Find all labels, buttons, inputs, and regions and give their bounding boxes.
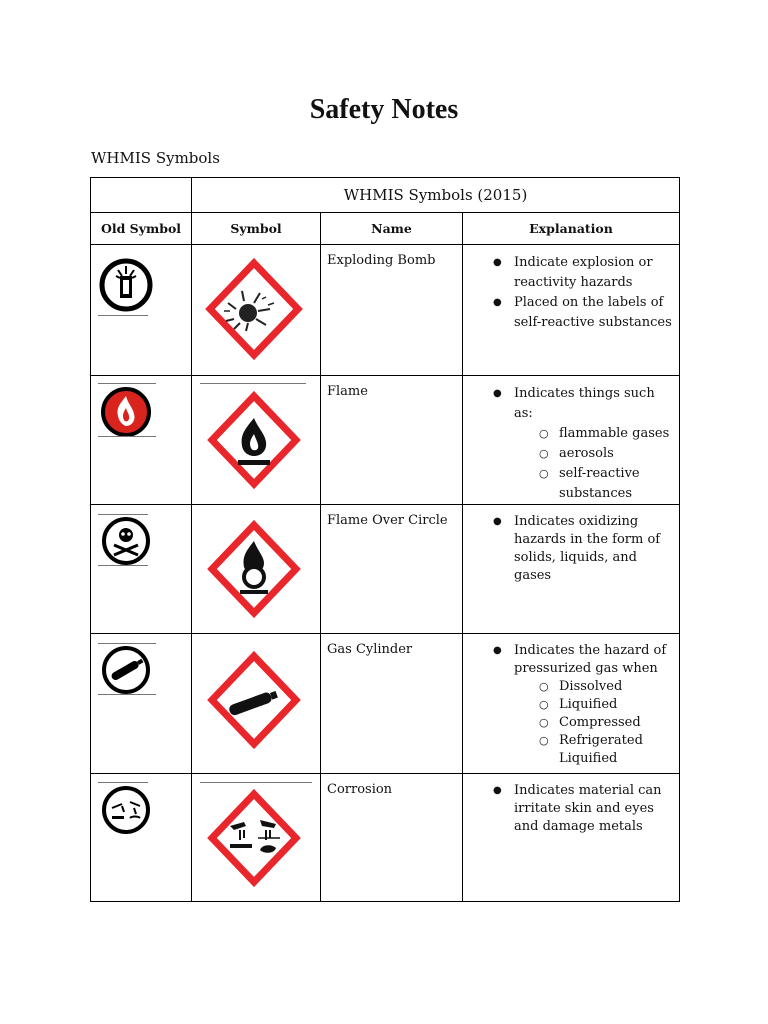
corrosion-icon [200, 786, 308, 894]
explanation-cell [463, 634, 680, 774]
column-header-name: Name [321, 213, 463, 245]
sub-bullet-item: ○ Dissolved [469, 678, 675, 696]
old-symbol-cell [91, 634, 192, 774]
bullet-item: ● Indicates material can irritate skin and eyes and damage metals [469, 782, 675, 836]
old-symbol-cell [91, 376, 192, 505]
old-poison-icon [98, 515, 158, 567]
hazard-name: Corrosion [327, 782, 393, 797]
exploding-bomb-icon [200, 253, 308, 365]
explanation-cell [463, 245, 680, 376]
old-flammable-icon [98, 386, 158, 438]
column-header-symbol: Symbol [192, 213, 321, 245]
old-reactive-icon [98, 256, 158, 312]
sub-bullet-item: ○ Compressed [469, 714, 675, 732]
name-cell [321, 245, 463, 376]
explanation-cell [463, 376, 680, 505]
hazard-name: Flame Over Circle [327, 513, 448, 528]
symbol-cell [192, 505, 321, 634]
sub-bullet-item: ○ self-reactive substances [469, 464, 675, 504]
bullet-item: ● Indicates things such as: [469, 384, 675, 424]
column-header-explanation: Explanation [463, 213, 680, 245]
sub-bullet-item: ○ Refrigerated Liquified [469, 732, 675, 768]
name-cell [321, 774, 463, 902]
whmis-symbols-table [90, 177, 680, 902]
name-cell [321, 505, 463, 634]
symbol-cell [192, 245, 321, 376]
table-row [91, 376, 680, 505]
bullet-item: ● Placed on the labels of self-reactive substances [469, 293, 675, 333]
page-title: Safety Notes [309, 94, 459, 125]
column-header-old-symbol: Old Symbol [91, 213, 192, 245]
bullet-item: ● Indicates the hazard of pressurized gas when [469, 642, 675, 678]
name-cell [321, 376, 463, 505]
explanation-cell [463, 774, 680, 902]
bullet-item: ● Indicate explosion or reactivity hazards [469, 253, 675, 293]
name-cell [321, 634, 463, 774]
hazard-name: Flame [327, 384, 368, 399]
sub-bullet-item: ○ Liquified [469, 696, 675, 714]
group-header: WHMIS Symbols (2015) [192, 178, 680, 213]
old-symbol-cell [91, 245, 192, 376]
old-compressed-gas-icon [98, 644, 158, 696]
old-corrosive-icon [98, 784, 158, 836]
hazard-name: Gas Cylinder [327, 642, 413, 657]
symbol-cell [192, 774, 321, 902]
section-title: WHMIS Symbols [91, 149, 220, 167]
hazard-name: Exploding Bomb [327, 253, 436, 268]
table-row [91, 634, 680, 774]
table-row [91, 245, 680, 376]
flame-icon [200, 388, 308, 496]
symbol-cell [192, 376, 321, 505]
symbol-cell [192, 634, 321, 774]
table-row [91, 774, 680, 902]
sub-bullet-item: ○ flammable gases [469, 424, 675, 444]
empty-header-cell [91, 178, 192, 213]
sub-bullet-item: ○ aerosols [469, 444, 675, 464]
gas-cylinder-icon [200, 648, 308, 756]
explanation-cell [463, 505, 680, 634]
old-symbol-cell [91, 505, 192, 634]
flame-over-circle-icon [200, 517, 308, 625]
bullet-item: ● Indicates oxidizing hazards in the form of solids, liquids, and gases [469, 513, 675, 585]
table-row [91, 505, 680, 634]
old-symbol-cell [91, 774, 192, 902]
